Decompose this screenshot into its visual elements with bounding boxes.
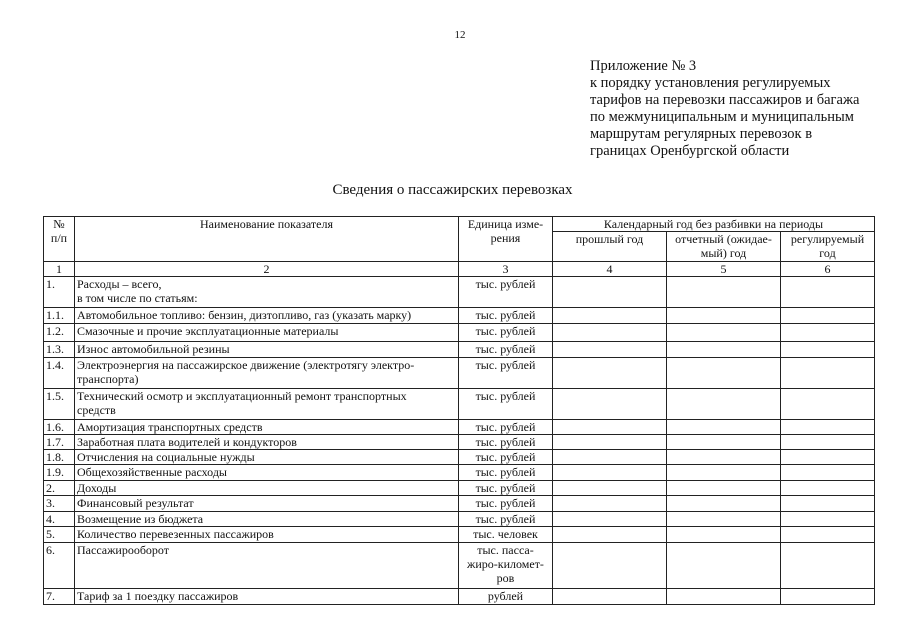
appendix-line: Приложение № 3 [590,58,697,74]
unit-cell: тыс. человек [459,527,553,543]
indicator-name-cell: Тариф за 1 поездку пассажиров [75,589,459,605]
unit-cell: тыс. рублей [459,512,553,527]
previous-year-cell [553,389,667,420]
reporting-year-cell [667,342,781,358]
previous-year-cell [553,308,667,324]
header-regulated-year: регулируемый год [781,232,875,262]
row-number-cell: 4. [44,512,75,527]
reporting-year-cell [667,512,781,527]
previous-year-cell [553,420,667,435]
indicator-name-cell: Технический осмотр и эксплуатационный ремонт транспортных средств [75,389,459,420]
indicator-name-cell: Электроэнергия на пассажирское движение (электротягу электро- транспорта) [75,358,459,389]
unit-cell: тыс. рублей [459,308,553,324]
reporting-year-cell [667,481,781,496]
header-previous-year: прошлый год [553,232,667,262]
previous-year-cell [553,435,667,450]
regulated-year-cell [781,420,875,435]
indicator-name-cell: Износ автомобильной резины [75,342,459,358]
indicator-name-cell: Отчисления на социальные нужды [75,450,459,465]
row-number-cell: 5. [44,527,75,543]
indicator-name-cell: Доходы [75,481,459,496]
indicator-name-cell: Общехозяйственные расходы [75,465,459,481]
table-row [44,465,875,481]
header-unit: Единица изме- рения [459,217,553,262]
unit-cell: тыс. рублей [459,420,553,435]
reporting-year-cell [667,308,781,324]
table-row [44,324,875,342]
reporting-year-cell [667,450,781,465]
column-index: 3 [459,262,553,277]
page-number: 12 [454,29,466,41]
appendix-line: границах Оренбургской области [590,143,790,159]
previous-year-cell [553,277,667,308]
reporting-year-cell [667,465,781,481]
column-index: 1 [44,262,75,277]
reporting-year-cell [667,277,781,308]
header-row-number: № п/п [44,217,75,262]
table-row [44,527,875,543]
row-number-cell: 1. [44,277,75,308]
regulated-year-cell [781,358,875,389]
unit-cell: рублей [459,589,553,605]
row-number-cell: 2. [44,481,75,496]
previous-year-cell [553,512,667,527]
previous-year-cell [553,496,667,512]
regulated-year-cell [781,527,875,543]
table-row [44,308,875,324]
indicator-name-cell: Количество перевезенных пассажиров [75,527,459,543]
row-number-cell: 1.7. [44,435,75,450]
regulated-year-cell [781,496,875,512]
reporting-year-cell [667,358,781,389]
column-index: 2 [75,262,459,277]
previous-year-cell [553,527,667,543]
unit-cell: тыс. рублей [459,435,553,450]
table-row [44,435,875,450]
row-number-cell: 1.3. [44,342,75,358]
reporting-year-cell [667,496,781,512]
previous-year-cell [553,342,667,358]
table-row [44,450,875,465]
table-row [44,496,875,512]
previous-year-cell [553,450,667,465]
appendix-line: маршрутам регулярных перевозок в [590,126,813,142]
table-row [44,420,875,435]
column-index: 6 [781,262,875,277]
unit-cell: тыс. рублей [459,324,553,342]
previous-year-cell [553,465,667,481]
table-row [44,342,875,358]
column-index: 5 [667,262,781,277]
row-number-cell: 3. [44,496,75,512]
previous-year-cell [553,481,667,496]
document-title: Сведения о пассажирских перевозках [332,182,573,198]
unit-cell: тыс. рублей [459,342,553,358]
reporting-year-cell [667,435,781,450]
table-row [44,358,875,389]
reporting-year-cell [667,527,781,543]
regulated-year-cell [781,277,875,308]
unit-cell: тыс. пасса- жиро-километ- ров [459,543,553,589]
indicator-name-cell: Пассажирооборот [75,543,459,589]
reporting-year-cell [667,589,781,605]
indicator-name-cell: Финансовый результат [75,496,459,512]
unit-cell: тыс. рублей [459,358,553,389]
unit-cell: тыс. рублей [459,389,553,420]
regulated-year-cell [781,324,875,342]
regulated-year-cell [781,512,875,527]
column-index: 4 [553,262,667,277]
row-number-cell: 1.8. [44,450,75,465]
appendix-line: к порядку установления регулируемых [590,75,831,91]
reporting-year-cell [667,389,781,420]
row-number-cell: 1.9. [44,465,75,481]
row-number-cell: 6. [44,543,75,589]
unit-cell: тыс. рублей [459,496,553,512]
regulated-year-cell [781,389,875,420]
unit-cell: тыс. рублей [459,465,553,481]
table-row [44,277,875,308]
unit-cell: тыс. рублей [459,481,553,496]
row-number-cell: 1.2. [44,324,75,342]
previous-year-cell [553,358,667,389]
indicator-name-cell: Возмещение из бюджета [75,512,459,527]
appendix-line: тарифов на перевозки пассажиров и багажа [590,92,860,108]
table-row [44,389,875,420]
regulated-year-cell [781,342,875,358]
row-number-cell: 1.6. [44,420,75,435]
previous-year-cell [553,589,667,605]
indicator-name-cell: Заработная плата водителей и кондукторов [75,435,459,450]
regulated-year-cell [781,308,875,324]
appendix-line: по межмуниципальным и муниципальным [590,109,854,125]
regulated-year-cell [781,543,875,589]
header-reporting-year: отчетный (ожидае- мый) год [667,232,781,262]
row-number-cell: 1.5. [44,389,75,420]
appendix-heading [590,58,890,160]
header-calendar-year: Календарный год без разбивки на периоды [553,217,875,232]
table-row [44,543,875,589]
regulated-year-cell [781,435,875,450]
regulated-year-cell [781,450,875,465]
unit-cell: тыс. рублей [459,277,553,308]
previous-year-cell [553,543,667,589]
unit-cell: тыс. рублей [459,450,553,465]
regulated-year-cell [781,589,875,605]
table-row [44,481,875,496]
row-number-cell: 1.1. [44,308,75,324]
regulated-year-cell [781,481,875,496]
reporting-year-cell [667,324,781,342]
indicator-name-cell: Расходы – всего, в том числе по статьям: [75,277,459,308]
reporting-year-cell [667,420,781,435]
indicator-name-cell: Смазочные и прочие эксплуатационные материалы [75,324,459,342]
reporting-year-cell [667,543,781,589]
row-number-cell: 7. [44,589,75,605]
indicator-name-cell: Амортизация транспортных средств [75,420,459,435]
regulated-year-cell [781,465,875,481]
header-indicator-name: Наименование показателя [75,217,459,262]
table-row [44,589,875,605]
indicator-name-cell: Автомобильное топливо: бензин, дизтопливо, газ (указать марку) [75,308,459,324]
row-number-cell: 1.4. [44,358,75,389]
table-row [44,512,875,527]
passenger-transport-table [43,216,875,605]
previous-year-cell [553,324,667,342]
